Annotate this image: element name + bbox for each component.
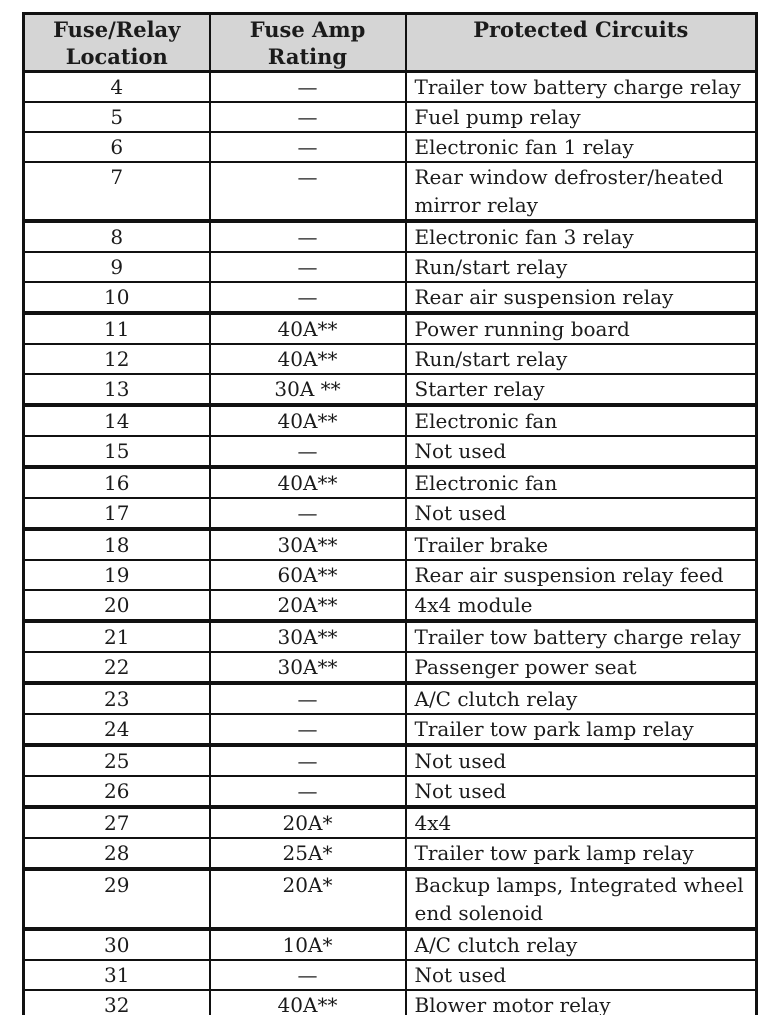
protected-circuit-cell: A/C clutch relay [406,929,757,960]
protected-circuit-cell: Electronic fan 1 relay [406,132,757,162]
protected-circuit-cell: Not used [406,960,757,990]
fuse-amp-rating-cell: 30A ** [210,374,406,405]
table-row [24,745,757,776]
fuse-amp-rating-cell: — [210,132,406,162]
table-row [24,467,757,498]
protected-circuit-cell: Electronic fan 3 relay [406,221,757,252]
fuse-amp-rating-cell: 40A** [210,405,406,436]
fuse-amp-rating-cell: 20A* [210,869,406,929]
fuse-amp-rating-cell: — [210,282,406,313]
table-row [24,621,757,652]
protected-circuit-cell: Blower motor relay [406,990,757,1015]
table-row [24,313,757,344]
fuse-location-cell: 12 [24,344,210,374]
table-row [24,560,757,590]
fuse-amp-rating-cell: — [210,960,406,990]
fuse-amp-rating-cell: 40A** [210,313,406,344]
fuse-amp-rating-cell: 30A** [210,652,406,683]
fuse-location-cell: 4 [24,72,210,103]
fuse-location-cell: 8 [24,221,210,252]
table-row [24,102,757,132]
fuse-amp-rating-cell: 60A** [210,560,406,590]
fuse-location-cell: 24 [24,714,210,745]
protected-circuit-cell: Power running board [406,313,757,344]
protected-circuit-cell: Starter relay [406,374,757,405]
fuse-location-cell: 19 [24,560,210,590]
table-row [24,162,757,221]
fuse-amp-rating-cell: — [210,162,406,221]
protected-circuit-cell: Trailer tow battery charge relay [406,72,757,103]
header-fuse-amp-rating: Fuse Amp Rating [210,14,406,72]
fuse-amp-rating-cell: — [210,683,406,714]
fuse-location-cell: 16 [24,467,210,498]
fuse-amp-rating-cell: 40A** [210,344,406,374]
table-row [24,838,757,869]
fuse-amp-rating-cell: — [210,745,406,776]
protected-circuit-cell: Rear air suspension relay [406,282,757,313]
fuse-location-cell: 13 [24,374,210,405]
table-row [24,72,757,103]
fuse-amp-rating-cell: 40A** [210,990,406,1015]
protected-circuit-cell: Run/start relay [406,252,757,282]
table-row [24,282,757,313]
fuse-location-cell: 22 [24,652,210,683]
fuse-location-cell: 15 [24,436,210,467]
fuse-amp-rating-cell: 20A* [210,807,406,838]
protected-circuit-cell: Electronic fan [406,467,757,498]
fuse-location-cell: 18 [24,529,210,560]
protected-circuit-cell: Not used [406,776,757,807]
protected-circuit-cell: Not used [406,436,757,467]
table-row [24,869,757,929]
fuse-location-cell: 25 [24,745,210,776]
table-row [24,498,757,529]
fuse-amp-rating-cell: 30A** [210,621,406,652]
protected-circuit-cell: Trailer tow park lamp relay [406,714,757,745]
fuse-amp-rating-cell: 40A** [210,467,406,498]
fuse-location-cell: 7 [24,162,210,221]
fuse-location-cell: 30 [24,929,210,960]
table-row [24,436,757,467]
table-row [24,405,757,436]
fuse-amp-rating-cell: — [210,436,406,467]
table-body [24,72,757,1015]
table-header [24,14,757,72]
protected-circuit-cell: Trailer tow battery charge relay [406,621,757,652]
fuse-amp-rating-cell: 25A* [210,838,406,869]
fuse-location-cell: 14 [24,405,210,436]
fuse-location-cell: 20 [24,590,210,621]
fuse-amp-rating-cell: — [210,252,406,282]
protected-circuit-cell: 4x4 [406,807,757,838]
fuse-location-cell: 28 [24,838,210,869]
fuse-location-cell: 21 [24,621,210,652]
protected-circuit-cell: Not used [406,745,757,776]
table-row [24,252,757,282]
table-row [24,652,757,683]
fuse-amp-rating-cell: — [210,102,406,132]
fuse-location-cell: 29 [24,869,210,929]
table-row [24,990,757,1015]
fuse-amp-rating-cell: 20A** [210,590,406,621]
fuse-amp-rating-cell: — [210,714,406,745]
protected-circuit-cell: Run/start relay [406,344,757,374]
header-protected-circuits: Protected Circuits [406,14,757,72]
protected-circuit-cell: Trailer tow park lamp relay [406,838,757,869]
table-row [24,132,757,162]
fuse-location-cell: 31 [24,960,210,990]
protected-circuit-cell: Not used [406,498,757,529]
protected-circuit-cell: Electronic fan [406,405,757,436]
protected-circuit-cell: 4x4 module [406,590,757,621]
protected-circuit-cell: Rear window defroster/heated mirror relay [406,162,757,221]
fuse-amp-rating-cell: 30A** [210,529,406,560]
fuse-amp-rating-cell: — [210,72,406,103]
protected-circuit-cell: Backup lamps, Integrated wheel end solenoid [406,869,757,929]
fuse-location-cell: 5 [24,102,210,132]
protected-circuit-cell: Trailer brake [406,529,757,560]
protected-circuit-cell: Fuel pump relay [406,102,757,132]
fuse-amp-rating-cell: — [210,498,406,529]
fuse-location-cell: 26 [24,776,210,807]
fuse-location-cell: 11 [24,313,210,344]
fuse-location-cell: 27 [24,807,210,838]
protected-circuit-cell: A/C clutch relay [406,683,757,714]
fuse-location-cell: 6 [24,132,210,162]
table-row [24,960,757,990]
table-row [24,344,757,374]
table-row [24,529,757,560]
table-row [24,374,757,405]
table-row [24,590,757,621]
fuse-location-cell: 9 [24,252,210,282]
protected-circuit-cell: Passenger power seat [406,652,757,683]
fuse-location-cell: 17 [24,498,210,529]
header-row [24,14,757,72]
table-row [24,776,757,807]
header-fuse-relay-location: Fuse/Relay Location [24,14,210,72]
fuse-amp-rating-cell: — [210,221,406,252]
table-row [24,929,757,960]
table-row [24,714,757,745]
fuse-location-cell: 32 [24,990,210,1015]
protected-circuit-cell: Rear air suspension relay feed [406,560,757,590]
fuse-location-cell: 10 [24,282,210,313]
fuse-amp-rating-cell: — [210,776,406,807]
fuse-relay-table [22,12,758,1015]
fuse-location-cell: 23 [24,683,210,714]
fuse-amp-rating-cell: 10A* [210,929,406,960]
table-row [24,221,757,252]
table-row [24,683,757,714]
table-row [24,807,757,838]
